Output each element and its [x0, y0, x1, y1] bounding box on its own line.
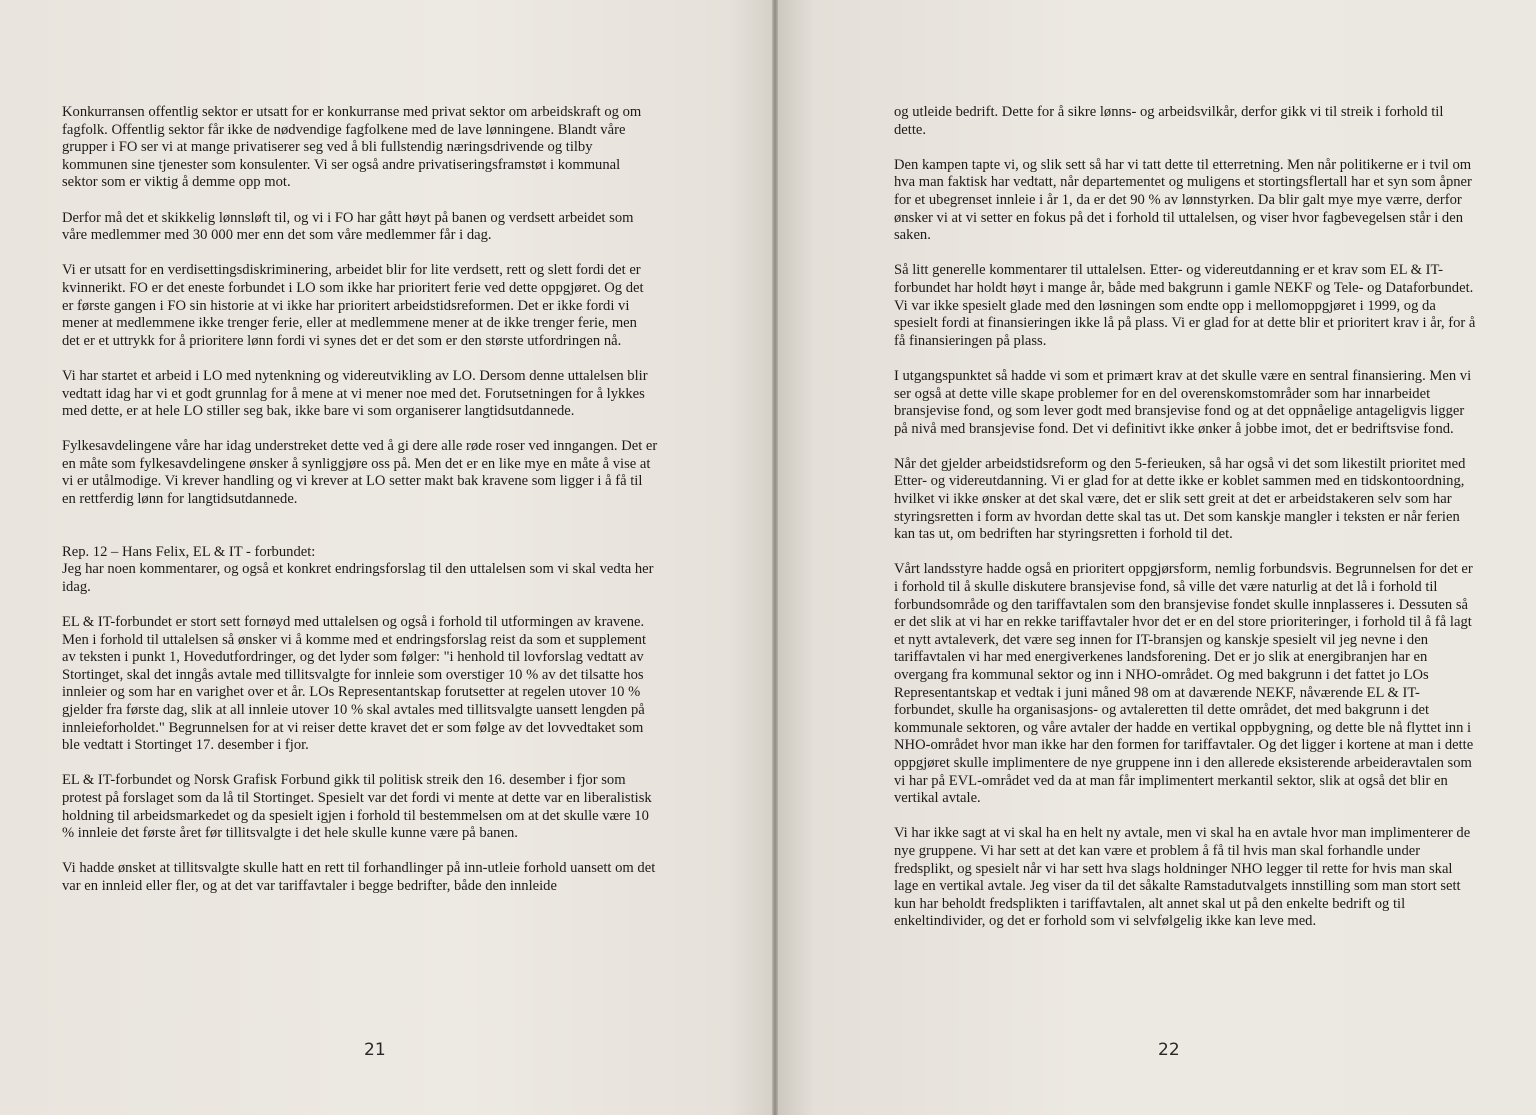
- paragraph: Rep. 12 – Hans Felix, EL & IT - forbundet: Jeg har noen kommentarer, og også et konkret endringsforslag til den uttalelsen som vi skal vedta her idag.: [62, 543, 654, 595]
- paragraph: Fylkesavdelingene våre har idag understreket dette ved å gi dere alle røde roser ved inngangen. Det er en måte som fylkesavdelingene ønsker å synliggjøre oss på. Men det er en like mye en måte å vise at vi er utålmodige. Vi krever handling og vi krever at LO setter makt bak kravene som ligger i å få til en rettferdig lønn for langtidsutdannede.: [62, 438, 658, 508]
- right-page: [776, 0, 1536, 1115]
- book-gutter: [772, 0, 778, 1115]
- paragraph: I utgangspunktet så hadde vi som et primært krav at det skulle være en sentral finansiering. Men vi ser også at dette ville skape problemer for en del overenskomstområder som har innarbeidet bransjevise fond, og som lever godt med bransjevise fond og at det oppnåelige antageligvis ligger på nivå med bransjevise fond. Det vi definitivt ikke ønker å jobbe imot, det er bedriftsvise fond.: [894, 367, 1472, 437]
- paragraph: og utleide bedrift. Dette for å sikre lønns- og arbeidsvilkår, derfor gikk vi til streik i forhold til dette.: [894, 104, 1444, 138]
- paragraph: Vi er utsatt for en verdisettingsdiskriminering, arbeidet blir for lite verdsett, rett og slett fordi det er kvinnerikt. FO er det eneste forbundet i LO som ikke har prioritert ferie ved dette oppgjøret. Og det er første gangen i FO sin historie at vi ikke har prioritert arbeidstidsreformen. Det er ikke fordi vi mener at medlemmene ikke trenger ferie, eller at medlemmene mener at de ikke trenger ferie, men det er et uttrykk for å prioritere lønn fordi vi synes det er det som er den største utfordringen nå.: [62, 262, 644, 349]
- paragraph: EL & IT-forbundet og Norsk Grafisk Forbund gikk til politisk streik den 16. desember i fjor som protest på forslaget som da lå til Stortinget. Spesielt var det fordi vi mente at dette var en liberalistisk holdning til arbeidsmarkedet og da spesielt igjen i forhold til bestemmelsen om at det skulle være 10 % innleie det første året før tillitsvalgte i det hele skulle kunne være på banen.: [62, 772, 652, 842]
- page-number: 21: [364, 1040, 386, 1060]
- paragraph: Derfor må det et skikkelig lønnsløft til, og vi i FO har gått høyt på banen og verdsett arbeidet som våre medlemmer med 30 000 mer enn det som våre medlemmer får i dag.: [62, 209, 634, 244]
- paragraph: Den kampen tapte vi, og slik sett så har vi tatt dette til etterretning. Men når politikerne er i tvil om hva man faktisk har vedtatt, når departementet og muligens et stortingsflertall har et syn som åpner for et ubegrenset innleie i år 1, da er det 90 % av lønnstyrken. Da blir galt mye mye værre, derfor ønsker vi at vi setter en fokus på det i forhold til uttalelsen, og viser hvor fagbevegelsen står i den saken.: [894, 156, 1472, 244]
- paragraph: Når det gjelder arbeidstidsreform og den 5-ferieuken, så har også vi det som likestilt prioritet med Etter- og videreutdanning. Vi er glad for at dette ikke er koblet sammen med en tidskontoordning, hvilket vi ikke ønsker at det skal være, det er slik sett greit at det er arbeidstakeren selv som har styringsretten i form av hvordan dette skal tas ut. Det som kanskje mangler i teksten er når ferien kan tas ut, om bedriften har styringsretten i forhold til det.: [894, 455, 1466, 543]
- left-page-text: [62, 104, 658, 913]
- paragraph: Så litt generelle kommentarer til uttalelsen. Etter- og videreutdanning er et krav som EL & IT-forbundet har holdt høyt i mange år, både med bakgrunn i gamle NEKF og Tele- og Dataforbundet. Vi var ikke spesielt glade med den løsningen som endte opp i mellomoppgjøret i 1999, og da spesielt fordi at finansieringen ikke lå på plass. Vi er glad for at dette blir et prioritert krav i år, for å få finansieringen på plass.: [894, 262, 1476, 349]
- page-number: 22: [1158, 1040, 1180, 1060]
- paragraph: Vårt landsstyre hadde også en prioritert oppgjørsform, nemlig forbundsvis. Begrunnelsen for det er i forhold til å skulle diskutere bransjevise fond, så ville det være naturlig at det lå i forhold til forbundsområde og den tariffavtalen som den bransjevise fondet skulle innplasseres i. Dessuten så er det slik at vi har en rekke tariffavtaler hvor det er en del store prioriteringer, i forhold til å få lagt et nytt avtaleverk, det være seg innen for IT-bransjen og kanskje spesielt vil jeg nevne i den tariffavtalen vi har med energiverkenes landsforening. Det er jo slik at energibranjen har en overgang fra kommunal sektor og inn i NHO-området. Og med bakgrunn i det fattet jo LOs Representantskap et vedtak i juni måned 98 om at daværende NEKF, nåværende EL & IT-forbundet, skulle ha organisasjons- og avtaleretten til dette området, det med bakgrunn i det kommunale sektoren, og våre avtaler der hadde en vertikal oppbygning, og dette ble nå flyttet inn i NHO-området hvor man ikke har den formen for tariffavtaler. Og det ligger i kortene at man i dette oppgjøret skulle implimentere de nye gruppene inn i den allerede eksisterende arbeideravtalen som vi har på EVL-området ved da at man får implimentert merkantil sektor, slik at også det blir en vertikal avtale.: [894, 561, 1474, 807]
- paragraph: Vi har ikke sagt at vi skal ha en helt ny avtale, men vi skal ha en avtale hvor man implimenterer de nye gruppene. Vi har sett at det kan være et problem å få til hvis man skal forhandle under fredsplikt, og spesielt når vi har sett hva slags holdninger NHO legger til rette for hvis man skal lage en vertikal avtale. Jeg viser da til det såkalte Ramstadutvalgets innstilling som man stort sett kun har beholdt fredsplikten i tariffavtalen, alt annet skal ut på den enkelte bedrift og til enkeltindivider, og det er forhold som vi selvfølgelig ikke kan leve med.: [894, 825, 1471, 930]
- paragraph: Vi hadde ønsket at tillitsvalgte skulle hatt en rett til forhandlinger på inn-utleie forhold uansett om det var en innleid eller fler, og at det var tariffavtaler i begge bedrifter, både den innleide: [62, 860, 656, 894]
- right-page-text: [894, 104, 1476, 949]
- paragraph: Konkurransen offentlig sektor er utsatt for er konkurranse med privat sektor om arbeidskraft og om fagfolk. Offentlig sektor får ikke de nødvendige fagfolkene med de lave lønningene. Blandt våre grupper i FO ser vi at mange privatiserer seg ved å bli fullstendig næringsdrivende og tilby kommunen sine tjenester som konsulenter. Vi ser også andre privatiseringsframstøt i kommunal sektor som er viktig å demme opp mot.: [62, 104, 642, 191]
- paragraph: Vi har startet et arbeid i LO med nytenkning og videreutvikling av LO. Dersom denne uttalelsen blir vedtatt idag har vi et godt grunnlag for å mene at vi mener noe med det. Forutsetningen for å lykkes med dette, er at hele LO stiller seg bak, ikke bare vi som organiserer langtidsutdannede.: [62, 367, 648, 420]
- paragraph: EL & IT-forbundet er stort sett fornøyd med uttalelsen og også i forhold til utformingen av kravene. Men i forhold til uttalelsen så ønsker vi å komme med et endringsforslag reist da som et supplement av teksten i punkt 1, Hovedutfordringer, og det lyder som følger: "i henhold til lovforslag vedtatt av Stortinget, skal det inngås avtale med tillitsvalgte for innleie som overstiger 10 % av det tilsatte hos innleier og som har en varighet over et år. LOs Representantskap forutsetter at regelen utover 10 % gjelder fra første dag, slik at all innleie utover 10 % skal avtales med tillitsvalgte uansett lengden på innleieforholdet." Begrunnelsen for at vi reiser dette kravet det er som følge av det lovvedtaket som ble vedtatt i Stortinget 17. desember i fjor.: [62, 614, 647, 754]
